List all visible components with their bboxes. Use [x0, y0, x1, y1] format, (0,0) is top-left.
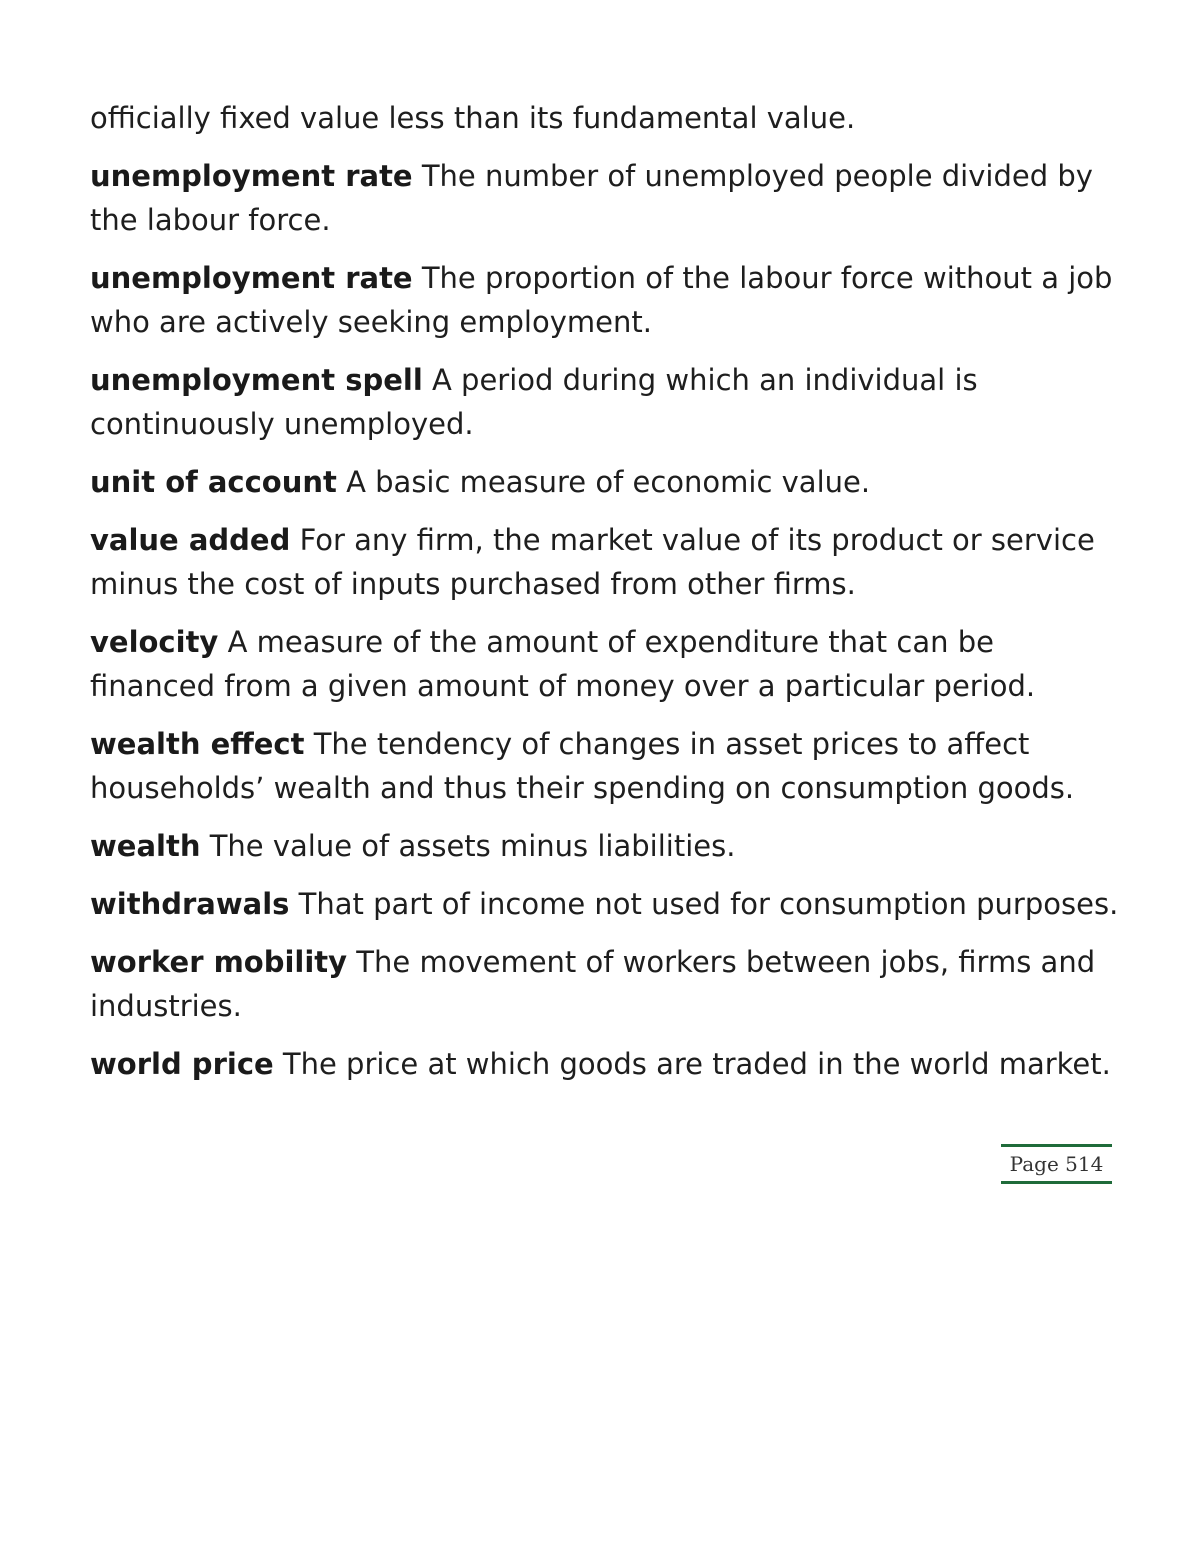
glossary-term: unemployment rate — [90, 261, 413, 295]
glossary-page — [90, 96, 1120, 1100]
glossary-definition: That part of income not used for consumption purposes. — [298, 887, 1119, 921]
glossary-definition: The value of assets minus liabilities. — [209, 829, 736, 863]
continued-definition: officially fixed value less than its fundamental value. — [90, 101, 856, 135]
glossary-term: withdrawals — [90, 887, 290, 921]
glossary-definition: The proportion of the labour force without a job who are actively seeking employment. — [90, 261, 1113, 339]
glossary-entry — [90, 256, 1120, 344]
glossary-definition: The tendency of changes in asset prices to affect households’ wealth and thus their spending on consumption goods. — [90, 727, 1075, 805]
glossary-term: world price — [90, 1047, 274, 1081]
glossary-definition: A measure of the amount of expenditure that can be financed from a given amount of money over a particular period. — [90, 625, 1036, 703]
glossary-term: velocity — [90, 625, 219, 659]
glossary-definition: The movement of workers between jobs, firms and industries. — [90, 945, 1096, 1023]
glossary-entry — [90, 358, 1120, 446]
glossary-entry — [90, 940, 1120, 1028]
glossary-definition: A basic measure of economic value. — [346, 465, 871, 499]
glossary-entry — [90, 518, 1120, 606]
glossary-term: unemployment rate — [90, 159, 413, 193]
glossary-term: wealth effect — [90, 727, 305, 761]
glossary-entry — [90, 882, 1120, 926]
glossary-entry — [90, 620, 1120, 708]
glossary-entry — [90, 460, 1120, 504]
glossary-definition: For any firm, the market value of its product or service minus the cost of inputs purchased from other firms. — [90, 523, 1095, 601]
glossary-entry — [90, 154, 1120, 242]
glossary-entry — [90, 722, 1120, 810]
glossary-term: unit of account — [90, 465, 337, 499]
glossary-definition: The price at which goods are traded in the world market. — [282, 1047, 1111, 1081]
glossary-term: value added — [90, 523, 291, 557]
glossary-term: worker mobility — [90, 945, 348, 979]
glossary-entry — [90, 1042, 1120, 1086]
glossary-entry — [90, 824, 1120, 868]
glossary-definition: A period during which an individual is continuously unemployed. — [90, 363, 978, 441]
page-number: Page 514 — [1001, 1144, 1112, 1184]
glossary-term: wealth — [90, 829, 201, 863]
glossary-definition: The number of unemployed people divided by the labour force. — [90, 159, 1093, 237]
glossary-term: unemployment spell — [90, 363, 423, 397]
